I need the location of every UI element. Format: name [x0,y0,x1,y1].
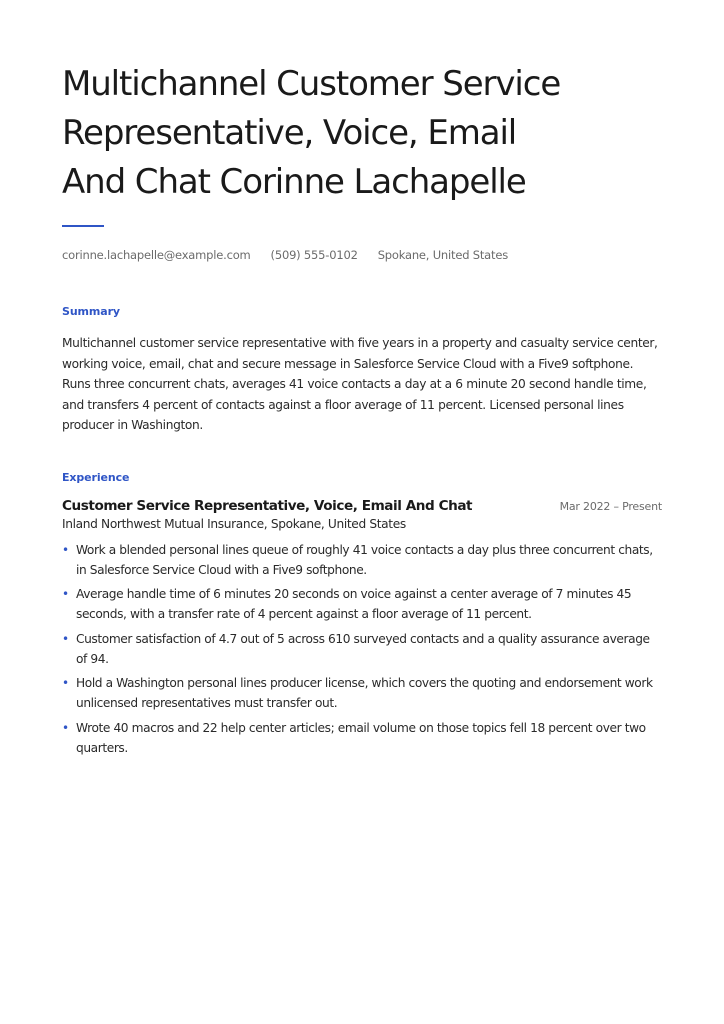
contact-info [62,248,662,262]
title-line-1: Multichannel Customer Service [62,64,561,104]
job-bullet [62,718,662,758]
summary-section [62,305,662,436]
job-title: Customer Service Representative, Voice, Email And Chat [62,497,473,514]
bullet-dot-icon: • [62,587,69,601]
job-header [62,498,662,514]
title-divider [62,225,104,227]
job-bullet [62,629,662,669]
job-dates: Mar 2022 – Present [559,499,662,513]
contact-phone[interactable]: (509) 555-0102 [270,248,358,262]
experience-heading: Experience [62,470,130,484]
experience-section [62,471,662,758]
bullet-text: Wrote 40 macros and 22 help center articles; email volume on those topics fell 18 percent over two quarters. [76,720,646,755]
resume-page [62,60,662,762]
title-line-3: And Chat Corinne Lachapelle [62,162,526,202]
contact-location: Spokane, United States [377,248,508,262]
summary-text: Multichannel customer service representative with five years in a property and casualty service center, working voice, email, chat and secure message in Salesforce Service Cloud with a Five9 softphone. Runs three concurrent chats, averages 41 voice contacts a day at a 6 minute 20 second handle time, and transfers 4 percent of contacts against a floor average of 11 percent. Licensed personal lines producer in Washington. [62,336,658,432]
bullet-text: Hold a Washington personal lines producer license, which covers the quoting and endorsement work unlicensed representatives must transfer out. [76,676,653,710]
contact-email[interactable]: corinne.lachapelle@example.com [62,248,251,262]
job-bullet [62,584,662,624]
bullet-text: Average handle time of 6 minutes 20 seconds on voice against a center average of 7 minutes 45 seconds, with a transfer rate of 4 percent against a floor average of 11 percent. [76,587,632,621]
bullet-dot-icon: • [62,720,69,735]
bullet-dot-icon: • [62,542,69,557]
bullet-dot-icon: • [62,631,69,646]
title-line-2: Representative, Voice, Email [62,113,517,153]
job-bullet [62,673,662,713]
job-entry [62,498,662,758]
resume-title [62,60,662,207]
summary-heading: Summary [62,305,120,318]
job-bullets [62,540,662,758]
bullet-text: Customer satisfaction of 4.7 out of 5 across 610 surveyed contacts and a quality assurance average of 94. [76,631,650,666]
bullet-text: Work a blended personal lines queue of roughly 41 voice contacts a day plus three concurrent chats, in Salesforce Service Cloud with a Five9 softphone. [76,542,653,577]
job-company: Inland Northwest Mutual Insurance, Spokane, United States [62,516,406,531]
bullet-dot-icon: • [62,676,69,690]
job-bullet [62,540,662,580]
